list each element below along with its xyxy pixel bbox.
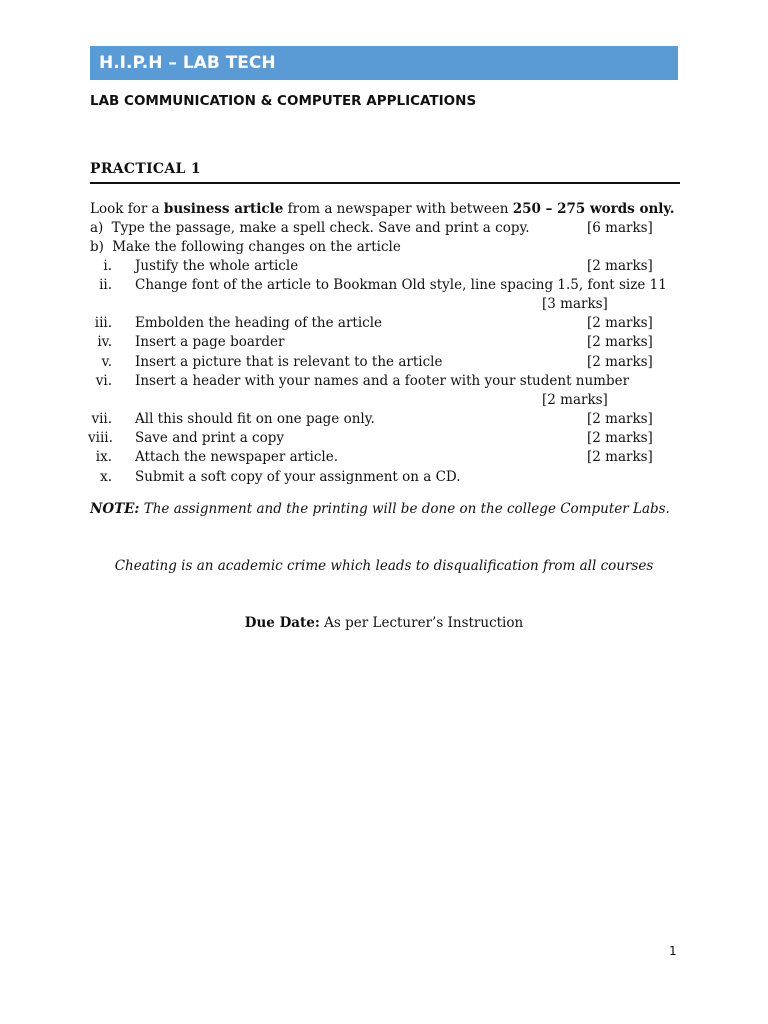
subitem-text: Insert a picture that is relevant to the article [135,354,443,370]
course-title: LAB COMMUNICATION & COMPUTER APPLICATIONS [90,93,477,109]
subitem-text: Justify the whole article [135,258,299,274]
page-number: 1 [669,944,677,958]
practical-title: PRACTICAL 1 [90,161,201,177]
subitem-marks: [2 marks] [587,430,653,446]
intro-text-1: Look for a [90,201,164,217]
subitem-marks: [2 marks] [542,392,608,408]
subitem-text: Embolden the heading of the article [135,315,383,331]
intro-line [90,201,674,217]
item-a-label: a) [90,220,104,236]
subitem-text: All this should fit on one page only. [135,411,375,427]
subitem-number: viii. [88,430,113,446]
subitem-marks: [3 marks] [542,296,608,312]
subitem-number: x. [100,469,112,485]
due-date-text: As per Lecturer’s Instruction [319,615,524,631]
subitem-text: Attach the newspaper article. [135,449,338,465]
subitem-number: vi. [95,373,112,389]
subitem-number: ii. [99,277,112,293]
subitem-text: Change font of the article to Bookman Old style, line spacing 1.5, font size 11 [135,277,667,293]
subitem-number: iv. [97,334,112,350]
subitem-text: Save and print a copy [135,430,285,446]
note-text: The assignment and the printing will be done on the college Computer Labs. [139,501,670,517]
item-a-marks: [6 marks] [587,220,653,236]
subitem-marks: [2 marks] [587,411,653,427]
cheating-warning: Cheating is an academic crime which leads to disqualification from all courses [114,558,654,574]
item-b-text: Make the following changes on the article [112,239,401,255]
subitem-marks: [2 marks] [587,258,653,274]
item-b-label: b) [90,239,104,255]
subitem-text: Insert a page boarder [135,334,285,350]
subitem-number: v. [101,354,112,370]
subitem-text: Submit a soft copy of your assignment on a CD. [135,469,461,485]
item-a [90,220,530,236]
note [90,501,670,517]
item-a-text: Type the passage, make a spell check. Save and print a copy. [111,220,530,236]
subitem-number: ix. [95,449,112,465]
intro-text-3: from a newspaper with between [283,201,513,217]
subitem-number: i. [103,258,112,274]
subitem-marks: [2 marks] [587,354,653,370]
subitem-marks: [2 marks] [587,334,653,350]
subitem-number: iii. [94,315,112,331]
subitem-marks: [2 marks] [587,315,653,331]
subitem-marks: [2 marks] [587,449,653,465]
header-banner: H.I.P.H – LAB TECH [90,46,678,80]
subitem-text: Insert a header with your names and a footer with your student number [135,373,630,389]
intro-business-article: business article [163,201,284,217]
subitem-number: vii. [91,411,112,427]
note-label: NOTE: [90,501,140,517]
title-rule [90,182,680,184]
due-date-label: Due Date: [244,615,320,631]
intro-word-count: 250 – 275 words only. [512,201,675,217]
item-b [90,239,401,255]
due-date [0,615,768,631]
